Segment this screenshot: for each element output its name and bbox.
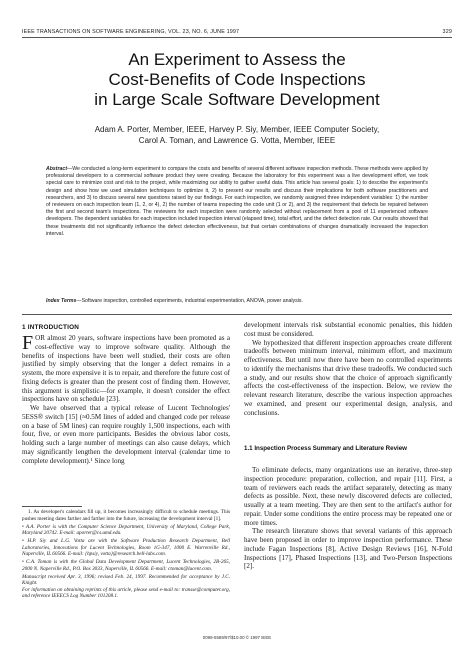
abstract-text: —We conducted a long-term experiment to compare the costs and benefits of several different software inspection methods. These methods were applied by professional developers to a commercial software product they were creating. Because the laboratory for this experiment was a live development effort, we took special care to minimize cost and risk to the project, while maximizing our ability to gather useful data. This article has several goals: 1) to describe the experiment's design and show how we used simulation techniques to optimize it, 2) to present our results and discuss their implications for both software practitioners and researchers, and 3) to discuss several new questions raised by our findings. For each inspection, we randomly assigned three independent variables: 1) the number of reviewers on each inspection team (1, 2, or 4), 2) the number of teams inspecting the code unit (1 or 2), and 3) the requirement that defects be repaired between the first and second team's inspections. The reviewers for each inspection were randomly selected without replacement from a pool of 11 experienced software developers. The dependent variables for each inspection included inspection interval (elapsed time), total effort, and the defect detection rate. Our results showed that these treatments did not significantly influence the defect detection effectiveness, but that certain combinations of changes dramatically increased the inspection interval. [46,166,428,237]
title-line: Cost-Benefits of Code Inspections [108,70,366,89]
index-terms-text: —Software inspection, controlled experiments, industrial experimentation, ANOVA, power analysis. [76,298,303,304]
body-paragraph: development intervals risk substantial economic penalties, this hidden cost must be considered. [244,321,452,338]
paper-title [22,50,452,110]
section-heading: 1 INTRODUCTION [22,324,80,331]
subsection-heading: 1.1 Inspection Process Summary and Literature Review [244,445,407,452]
title-line: An Experiment to Assess the [128,50,346,69]
running-head [22,29,452,35]
author-line: Adam A. Porter, Member, IEEE, Harvey P. Siy, Member, IEEE Computer Society, [94,125,380,134]
index-terms [46,298,428,305]
intro-paragraph [22,334,230,404]
affiliation-porter: • A.A. Porter is with the Computer Science Department, University of Maryland, College Park, Maryland 20742. E-mail: aporter@cs.umd.edu. [22,523,230,536]
index-terms-label: Index Terms [46,298,77,304]
affiliation-siy-votta: • H.P. Siy and L.G. Votta are with the Software Production Research Department, Bell Laboratories, Innovations for Lucent Technologies, Room 1G-347, 1000 E. Warrenville Rd., Naperville, IL 60566. E-mail: {hpsiy, votta}@research.bell-labs.com. [22,538,230,557]
title-line: in Large Scale Software Development [94,90,380,109]
body-paragraph: The research literature shows that several variants of this approach have been proposed in order to improve inspection performance. These include Fagan Inspections [8], Active Design Reviews [16], N-Fold Inspections [17], Phased Inspections [13], and Two-Person Inspections [2]. [244,527,452,571]
affiliation-toman: • C.A. Toman is with the Global Data Development Department, Lucent Technologies, 2B-265, 2000 N. Naperville Rd., P.O. Box 3033, Naperville, IL 60566. E-mail: ctoman@lucent.com. [22,559,230,572]
dropcap-letter: F [22,332,34,354]
manuscript-note: Manuscript received Apr. 3, 1996; revised Feb. 24, 1997. Recommended for acceptance by J.C. Knight. [22,573,230,586]
reprint-note: For information on obtaining reprints of this article, please send e-mail to: transse@computer.org, and reference IEEECS Log Number 101208.1. [22,586,230,599]
page-number: 329 [442,29,452,35]
body-paragraph: To eliminate defects, many organizations use an iterative, three-step inspection procedure: preparation, collection, and repair [11]. First, a team of reviewers each reads the artifact separately, detecting as many defects as possible. Next, these newly discovered defects are collected, usually at a team meeting. They are then sent to the artifact's author for repair. Under some conditions the entire process may be repeated one or more times. [244,466,452,527]
footnote-rule [22,506,82,507]
header-rule [22,37,452,38]
left-column [22,334,230,465]
right-column [244,321,452,417]
author-line: Carol A. Toman, and Lawrence G. Votta, Member, IEEE [138,136,336,145]
abstract-rule [22,314,452,315]
abstract [46,166,428,238]
author-list [22,124,452,146]
journal-name: IEEE TRANSACTIONS ON SOFTWARE ENGINEERING, VOL. 23, NO. 6, JUNE 1997 [22,29,240,35]
right-column-continued [244,466,452,571]
abstract-label: Abstract [46,166,68,172]
footnote-area [22,509,230,600]
body-paragraph: We have observed that a typical release of Lucent Technologies' 5ESS® switch [15] (≈0.5M lines of added and changed code per release on a base of 5M lines) can require roughly 1,500 inspections, each with four, five, or even more participants. Besides the obvious labor costs, holding such a large number of meetings can also cause delays, which may significantly lengthen the development interval (calendar time to complete development).¹ Since long [22,404,230,465]
copyright-line: 0098-5589/97/$10.00 © 1997 IEEE [202,635,272,640]
footnote-1: 1. As developer's calendars fill up, it becomes increasingly difficult to schedule meetings. This pushes meeting dates farther and farther into the future, increasing the development interval [1]. [22,509,230,522]
body-paragraph: We hypothesized that different inspection approaches create different tradeoffs between minimum interval, minimum effort, and maximum effectiveness. But until now there have been no controlled experiments to identify the mechanisms that drive these tradeoffs. We conducted such a study, and our results show that the choice of approach significantly affects the cost-effectiveness of the inspection. Below, we review the relevant research literature, describe the various inspection approaches we examined, and present our experimental design, analysis, and conclusions. [244,338,452,417]
intro-text: OR almost 20 years, software inspections have been promoted as a cost-effective way to improve software quality. Although the benefits of inspections have been well studied, their costs are often justified by simply observing that the longer a defect remains in a system, the more expensive it is to repair, and therefore the future cost of fixing defects is greater than the present cost of finding them. However, this argument is simplistic—for example, it doesn't consider the effect inspections have on schedule [23]. [22,334,230,404]
